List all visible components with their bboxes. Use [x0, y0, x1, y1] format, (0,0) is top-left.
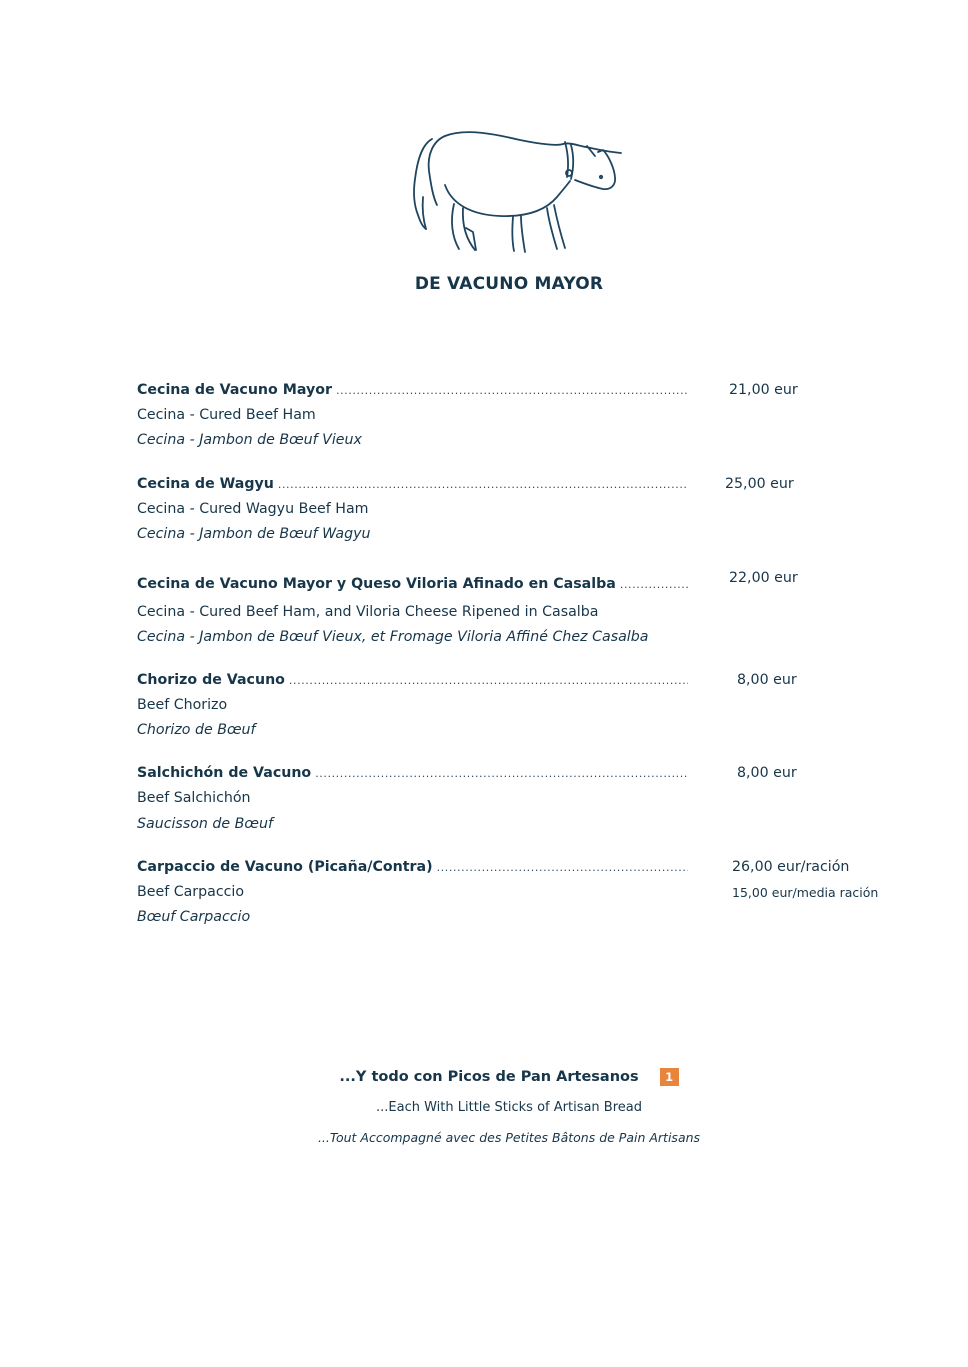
- cow-icon: [405, 125, 630, 260]
- item-price: 21,00 eur: [729, 382, 798, 398]
- leader-dots: [289, 674, 688, 687]
- item-price: 8,00 eur: [737, 672, 797, 688]
- item-name: Cecina de Vacuno Mayor: [137, 382, 332, 398]
- item-name: Salchichón de Vacuno: [137, 765, 312, 781]
- leader-dots: [620, 578, 688, 591]
- item-french-name: Cecina - Jambon de Bœuf Vieux: [137, 432, 362, 448]
- item-english-name: Beef Carpaccio: [137, 884, 245, 900]
- bread-note: [0, 1068, 968, 1086]
- item-name: Cecina de Wagyu: [137, 476, 274, 492]
- item-name: Chorizo de Vacuno: [137, 672, 285, 688]
- item-french-name: Bœuf Carpaccio: [137, 909, 251, 925]
- item-english-name: Beef Chorizo: [137, 697, 228, 713]
- item-english-name: Cecina - Cured Wagyu Beef Ham: [137, 501, 369, 517]
- item-name: Carpaccio de Vacuno (Picaña/Contra): [137, 859, 433, 875]
- bread-note-french: ...Tout Accompagné avec des Petites Bâtons de Pain Artisans: [317, 1130, 701, 1145]
- leader-dots: [278, 478, 688, 491]
- bread-note-english: ...Each With Little Sticks of Artisan Bread: [376, 1100, 642, 1115]
- item-half-price: 15,00 eur/media ración: [732, 885, 879, 900]
- item-price: 22,00 eur: [729, 570, 798, 586]
- item-french-name: Cecina - Jambon de Bœuf Vieux, et Fromage Viloria Affiné Chez Casalba: [137, 629, 649, 645]
- item-price: 26,00 eur/ración: [732, 859, 850, 875]
- section-title: DE VACUNO MAYOR: [414, 274, 604, 294]
- item-english-name: Cecina - Cured Beef Ham, and Viloria Cheese Ripened in Casalba: [137, 604, 599, 620]
- item-french-name: Cecina - Jambon de Bœuf Wagyu: [137, 526, 371, 542]
- leader-dots: [336, 384, 688, 397]
- bread-note-text: ...Y todo con Picos de Pan Artesanos: [339, 1069, 639, 1085]
- item-french-name: Chorizo de Bœuf: [137, 722, 256, 738]
- item-french-name: Saucisson de Bœuf: [137, 816, 273, 832]
- item-english-name: Cecina - Cured Beef Ham: [137, 407, 316, 423]
- item-price: 8,00 eur: [737, 765, 797, 781]
- allergen-badge: 1: [660, 1068, 679, 1086]
- item-name: Cecina de Vacuno Mayor y Queso Viloria Afinado en Casalba: [137, 576, 616, 592]
- leader-dots: [315, 767, 688, 780]
- item-price: 25,00 eur: [725, 476, 794, 492]
- item-english-name: Beef Salchichón: [137, 790, 251, 806]
- cow-logo: [405, 125, 630, 260]
- leader-dots: [437, 861, 688, 874]
